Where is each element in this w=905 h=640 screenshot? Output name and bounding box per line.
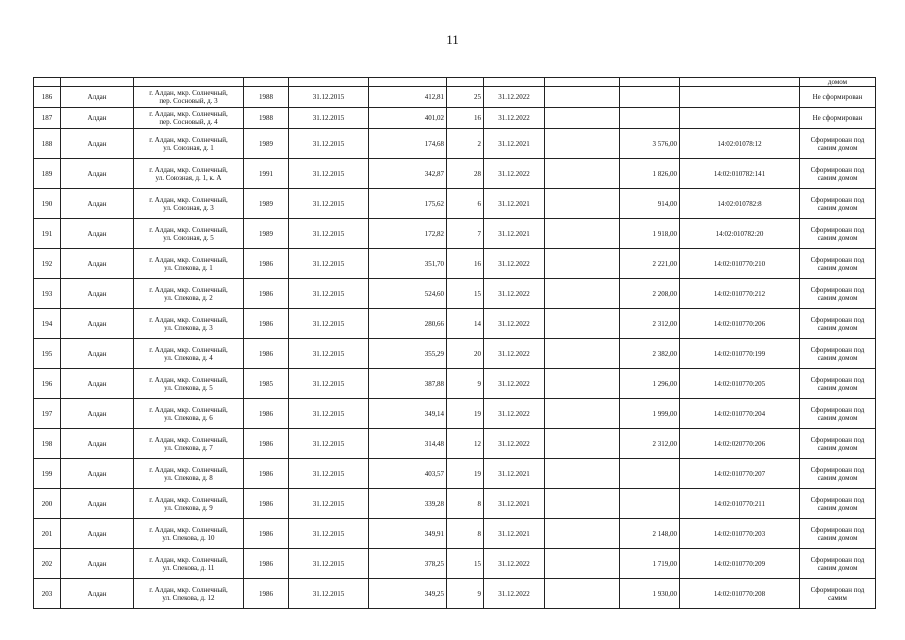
extra-cell bbox=[545, 459, 620, 489]
area-cell: 342,87 bbox=[369, 159, 447, 189]
date-end-cell: 31.12.2022 bbox=[484, 399, 545, 429]
page-number: 11 bbox=[446, 32, 459, 47]
land-area-cell: 1 296,00 bbox=[620, 369, 680, 399]
date-start-cell: 31.12.2015 bbox=[289, 108, 369, 129]
date-end-cell: 31.12.2022 bbox=[484, 549, 545, 579]
year-cell: 1986 bbox=[244, 519, 289, 549]
table-row bbox=[34, 579, 876, 609]
residents-cell: 2 bbox=[447, 129, 484, 159]
table-cell bbox=[484, 78, 545, 87]
residents-cell: 28 bbox=[447, 159, 484, 189]
area-cell: 403,57 bbox=[369, 459, 447, 489]
address-line-2: ул. Союзная, д. 1 bbox=[163, 143, 214, 152]
table-row bbox=[34, 339, 876, 369]
date-end-cell: 31.12.2021 bbox=[484, 189, 545, 219]
city-cell: Алдан bbox=[61, 108, 134, 129]
extra-cell bbox=[545, 87, 620, 108]
residents-cell: 8 bbox=[447, 489, 484, 519]
table-row bbox=[34, 489, 876, 519]
date-start-cell: 31.12.2015 bbox=[289, 339, 369, 369]
address-line-1: г. Алдан, мкр. Солнечный, bbox=[149, 195, 228, 204]
address-cell bbox=[134, 549, 244, 579]
status-cell: домом bbox=[800, 78, 876, 87]
city-cell: Алдан bbox=[61, 429, 134, 459]
table-cell bbox=[369, 78, 447, 87]
cadastral-number-cell bbox=[680, 87, 800, 108]
status-cell: Сформирован под самим домом bbox=[800, 369, 876, 399]
land-area-cell: 2 312,00 bbox=[620, 429, 680, 459]
residents-cell: 9 bbox=[447, 369, 484, 399]
table-row bbox=[34, 399, 876, 429]
area-cell: 349,25 bbox=[369, 579, 447, 609]
date-start-cell: 31.12.2015 bbox=[289, 579, 369, 609]
address-line-2: ул. Спекова, д. 12 bbox=[162, 593, 215, 602]
residents-cell: 20 bbox=[447, 339, 484, 369]
status-cell: Сформирован под самим домом bbox=[800, 519, 876, 549]
status-cell: Не сформирован bbox=[800, 87, 876, 108]
date-start-cell: 31.12.2015 bbox=[289, 399, 369, 429]
cadastral-number-cell: 14:02:010770:211 bbox=[680, 489, 800, 519]
address-cell bbox=[134, 108, 244, 129]
cadastral-number-cell: 14:02:020770:206 bbox=[680, 429, 800, 459]
address-cell bbox=[134, 339, 244, 369]
date-end-cell: 31.12.2022 bbox=[484, 87, 545, 108]
land-area-cell: 1 719,00 bbox=[620, 549, 680, 579]
address-line-2: ул. Спекова, д. 8 bbox=[164, 473, 213, 482]
address-line-1: г. Алдан, мкр. Солнечный, bbox=[149, 585, 228, 594]
address-line-2: пер. Сосновый, д. 3 bbox=[159, 97, 218, 105]
city-cell: Алдан bbox=[61, 189, 134, 219]
table-cell bbox=[134, 78, 244, 87]
land-area-cell: 2 382,00 bbox=[620, 339, 680, 369]
date-start-cell: 31.12.2015 bbox=[289, 159, 369, 189]
row-number-cell: 198 bbox=[34, 429, 61, 459]
area-cell: 349,14 bbox=[369, 399, 447, 429]
row-number-cell: 193 bbox=[34, 279, 61, 309]
row-number-cell: 203 bbox=[34, 579, 61, 609]
address-line-1: г. Алдан, мкр. Солнечный, bbox=[149, 225, 228, 234]
table-row-continuation bbox=[34, 78, 876, 87]
date-start-cell: 31.12.2015 bbox=[289, 459, 369, 489]
area-cell: 355,29 bbox=[369, 339, 447, 369]
residents-cell: 25 bbox=[447, 87, 484, 108]
table-cell bbox=[34, 78, 61, 87]
table-row bbox=[34, 429, 876, 459]
address-line-1: г. Алдан, мкр. Солнечный, bbox=[149, 285, 228, 294]
year-cell: 1989 bbox=[244, 189, 289, 219]
area-cell: 387,88 bbox=[369, 369, 447, 399]
housing-table bbox=[33, 77, 876, 609]
table-cell bbox=[61, 78, 134, 87]
date-end-cell: 31.12.2021 bbox=[484, 219, 545, 249]
row-number-cell: 194 bbox=[34, 309, 61, 339]
address-cell bbox=[134, 309, 244, 339]
extra-cell bbox=[545, 159, 620, 189]
date-start-cell: 31.12.2015 bbox=[289, 279, 369, 309]
year-cell: 1986 bbox=[244, 429, 289, 459]
date-end-cell: 31.12.2022 bbox=[484, 579, 545, 609]
city-cell: Алдан bbox=[61, 399, 134, 429]
city-cell: Алдан bbox=[61, 459, 134, 489]
date-start-cell: 31.12.2015 bbox=[289, 309, 369, 339]
year-cell: 1986 bbox=[244, 579, 289, 609]
table-cell bbox=[680, 78, 800, 87]
land-area-cell: 1 826,00 bbox=[620, 159, 680, 189]
date-start-cell: 31.12.2015 bbox=[289, 189, 369, 219]
extra-cell bbox=[545, 399, 620, 429]
status-cell: Сформирован под самим домом bbox=[800, 249, 876, 279]
row-number-cell: 187 bbox=[34, 108, 61, 129]
row-number-cell: 195 bbox=[34, 339, 61, 369]
residents-cell: 12 bbox=[447, 429, 484, 459]
table-cell bbox=[620, 78, 680, 87]
cadastral-number-cell: 14:02:01078:12 bbox=[680, 129, 800, 159]
row-number-cell: 188 bbox=[34, 129, 61, 159]
residents-cell: 19 bbox=[447, 459, 484, 489]
cadastral-number-cell: 14:02:010770:208 bbox=[680, 579, 800, 609]
date-start-cell: 31.12.2015 bbox=[289, 219, 369, 249]
land-area-cell: 1 918,00 bbox=[620, 219, 680, 249]
cadastral-number-cell: 14:02:010782:141 bbox=[680, 159, 800, 189]
date-start-cell: 31.12.2015 bbox=[289, 489, 369, 519]
status-cell: Сформирован под самим домом bbox=[800, 429, 876, 459]
date-end-cell: 31.12.2021 bbox=[484, 519, 545, 549]
residents-cell: 19 bbox=[447, 399, 484, 429]
address-cell bbox=[134, 159, 244, 189]
city-cell: Алдан bbox=[61, 519, 134, 549]
row-number-cell: 191 bbox=[34, 219, 61, 249]
address-cell bbox=[134, 87, 244, 108]
address-cell bbox=[134, 129, 244, 159]
year-cell: 1986 bbox=[244, 489, 289, 519]
city-cell: Алдан bbox=[61, 159, 134, 189]
extra-cell bbox=[545, 579, 620, 609]
area-cell: 339,28 bbox=[369, 489, 447, 519]
area-cell: 524,60 bbox=[369, 279, 447, 309]
address-line-1: г. Алдан, мкр. Солнечный, bbox=[149, 435, 228, 444]
extra-cell bbox=[545, 429, 620, 459]
area-cell: 349,91 bbox=[369, 519, 447, 549]
table-row bbox=[34, 129, 876, 159]
city-cell: Алдан bbox=[61, 249, 134, 279]
address-line-1: г. Алдан, мкр. Солнечный, bbox=[149, 495, 228, 504]
status-cell: Сформирован под самим домом bbox=[800, 549, 876, 579]
address-line-2: ул. Спекова, д. 5 bbox=[164, 383, 213, 392]
cadastral-number-cell bbox=[680, 108, 800, 129]
cadastral-number-cell: 14:02:010770:204 bbox=[680, 399, 800, 429]
cadastral-number-cell: 14:02:010770:209 bbox=[680, 549, 800, 579]
cadastral-number-cell: 14:02:010770:206 bbox=[680, 309, 800, 339]
table-cell bbox=[289, 78, 369, 87]
address-cell bbox=[134, 219, 244, 249]
row-number-cell: 200 bbox=[34, 489, 61, 519]
address-line-1: г. Алдан, мкр. Солнечный, bbox=[149, 165, 228, 174]
address-cell bbox=[134, 189, 244, 219]
date-end-cell: 31.12.2022 bbox=[484, 249, 545, 279]
address-line-2: ул. Спекова, д. 9 bbox=[164, 503, 213, 512]
address-line-1: г. Алдан, мкр. Солнечный, bbox=[149, 405, 228, 414]
table-row bbox=[34, 189, 876, 219]
table-cell bbox=[244, 78, 289, 87]
extra-cell bbox=[545, 108, 620, 129]
residents-cell: 16 bbox=[447, 249, 484, 279]
address-line-1: г. Алдан, мкр. Солнечный, bbox=[149, 465, 228, 474]
cadastral-number-cell: 14:02:010770:207 bbox=[680, 459, 800, 489]
row-number-cell: 201 bbox=[34, 519, 61, 549]
year-cell: 1988 bbox=[244, 87, 289, 108]
cadastral-number-cell: 14:02:010770:199 bbox=[680, 339, 800, 369]
table-row bbox=[34, 108, 876, 129]
status-cell: Не сформирован bbox=[800, 108, 876, 129]
row-number-cell: 189 bbox=[34, 159, 61, 189]
city-cell: Алдан bbox=[61, 219, 134, 249]
address-cell bbox=[134, 459, 244, 489]
area-cell: 412,81 bbox=[369, 87, 447, 108]
status-cell: Сформирован под самим домом bbox=[800, 159, 876, 189]
cadastral-number-cell: 14:02:010782:20 bbox=[680, 219, 800, 249]
residents-cell: 8 bbox=[447, 519, 484, 549]
status-cell: Сформирован под самим домом bbox=[800, 279, 876, 309]
table-row bbox=[34, 369, 876, 399]
city-cell: Алдан bbox=[61, 369, 134, 399]
address-line-1: г. Алдан, мкр. Солнечный, bbox=[149, 315, 228, 324]
date-end-cell: 31.12.2021 bbox=[484, 459, 545, 489]
date-end-cell: 31.12.2021 bbox=[484, 489, 545, 519]
row-number-cell: 196 bbox=[34, 369, 61, 399]
year-cell: 1989 bbox=[244, 129, 289, 159]
area-cell: 351,70 bbox=[369, 249, 447, 279]
city-cell: Алдан bbox=[61, 489, 134, 519]
year-cell: 1986 bbox=[244, 309, 289, 339]
residents-cell: 15 bbox=[447, 549, 484, 579]
status-cell: Сформирован под самим bbox=[800, 579, 876, 609]
area-cell: 314,48 bbox=[369, 429, 447, 459]
address-line-2: ул. Спекова, д. 3 bbox=[164, 323, 213, 332]
date-start-cell: 31.12.2015 bbox=[289, 519, 369, 549]
extra-cell bbox=[545, 309, 620, 339]
address-cell bbox=[134, 489, 244, 519]
cadastral-number-cell: 14:02:010770:210 bbox=[680, 249, 800, 279]
status-cell: Сформирован под самим домом bbox=[800, 459, 876, 489]
table-row bbox=[34, 159, 876, 189]
row-number-cell: 202 bbox=[34, 549, 61, 579]
land-area-cell: 2 221,00 bbox=[620, 249, 680, 279]
extra-cell bbox=[545, 549, 620, 579]
address-line-1: г. Алдан, мкр. Солнечный, bbox=[149, 89, 228, 97]
address-cell bbox=[134, 579, 244, 609]
row-number-cell: 197 bbox=[34, 399, 61, 429]
address-line-1: г. Алдан, мкр. Солнечный, bbox=[149, 135, 228, 144]
cadastral-number-cell: 14:02:010782:8 bbox=[680, 189, 800, 219]
address-line-2: ул. Союзная, д. 1, к. А bbox=[155, 173, 222, 182]
city-cell: Алдан bbox=[61, 579, 134, 609]
date-end-cell: 31.12.2022 bbox=[484, 108, 545, 129]
residents-cell: 7 bbox=[447, 219, 484, 249]
year-cell: 1985 bbox=[244, 369, 289, 399]
extra-cell bbox=[545, 279, 620, 309]
land-area-cell: 2 208,00 bbox=[620, 279, 680, 309]
area-cell: 378,25 bbox=[369, 549, 447, 579]
city-cell: Алдан bbox=[61, 279, 134, 309]
table-row bbox=[34, 519, 876, 549]
residents-cell: 14 bbox=[447, 309, 484, 339]
address-cell bbox=[134, 399, 244, 429]
row-number-cell: 192 bbox=[34, 249, 61, 279]
date-start-cell: 31.12.2015 bbox=[289, 87, 369, 108]
date-end-cell: 31.12.2022 bbox=[484, 339, 545, 369]
address-cell bbox=[134, 279, 244, 309]
date-end-cell: 31.12.2021 bbox=[484, 129, 545, 159]
status-cell: Сформирован под самим домом bbox=[800, 339, 876, 369]
address-line-2: ул. Спекова, д. 11 bbox=[162, 563, 215, 572]
date-end-cell: 31.12.2022 bbox=[484, 369, 545, 399]
land-area-cell: 2 148,00 bbox=[620, 519, 680, 549]
extra-cell bbox=[545, 369, 620, 399]
row-number-cell: 199 bbox=[34, 459, 61, 489]
date-start-cell: 31.12.2015 bbox=[289, 369, 369, 399]
address-cell bbox=[134, 369, 244, 399]
residents-cell: 15 bbox=[447, 279, 484, 309]
year-cell: 1986 bbox=[244, 279, 289, 309]
year-cell: 1991 bbox=[244, 159, 289, 189]
date-end-cell: 31.12.2022 bbox=[484, 279, 545, 309]
area-cell: 175,62 bbox=[369, 189, 447, 219]
address-cell bbox=[134, 519, 244, 549]
land-area-cell bbox=[620, 108, 680, 129]
land-area-cell bbox=[620, 87, 680, 108]
table-row bbox=[34, 549, 876, 579]
address-line-2: ул. Спекова, д. 7 bbox=[164, 443, 213, 452]
cadastral-number-cell: 14:02:010770:205 bbox=[680, 369, 800, 399]
residents-cell: 9 bbox=[447, 579, 484, 609]
city-cell: Алдан bbox=[61, 87, 134, 108]
extra-cell bbox=[545, 339, 620, 369]
year-cell: 1986 bbox=[244, 549, 289, 579]
status-cell: Сформирован под самим домом bbox=[800, 399, 876, 429]
date-end-cell: 31.12.2022 bbox=[484, 429, 545, 459]
date-end-cell: 31.12.2022 bbox=[484, 159, 545, 189]
area-cell: 172,82 bbox=[369, 219, 447, 249]
extra-cell bbox=[545, 489, 620, 519]
address-line-2: ул. Спекова, д. 2 bbox=[164, 293, 213, 302]
cadastral-number-cell: 14:02:010770:203 bbox=[680, 519, 800, 549]
area-cell: 280,66 bbox=[369, 309, 447, 339]
table-row bbox=[34, 249, 876, 279]
table-row bbox=[34, 219, 876, 249]
table-row bbox=[34, 279, 876, 309]
table-row bbox=[34, 309, 876, 339]
area-cell: 174,68 bbox=[369, 129, 447, 159]
status-cell: Сформирован под самим домом bbox=[800, 189, 876, 219]
address-line-2: пер. Сосновый, д. 4 bbox=[159, 118, 218, 126]
row-number-cell: 190 bbox=[34, 189, 61, 219]
land-area-cell: 3 576,00 bbox=[620, 129, 680, 159]
city-cell: Алдан bbox=[61, 309, 134, 339]
extra-cell bbox=[545, 189, 620, 219]
year-cell: 1986 bbox=[244, 249, 289, 279]
year-cell: 1989 bbox=[244, 219, 289, 249]
land-area-cell: 1 930,00 bbox=[620, 579, 680, 609]
year-cell: 1988 bbox=[244, 108, 289, 129]
address-cell bbox=[134, 429, 244, 459]
address-line-2: ул. Союзная, д. 5 bbox=[163, 233, 214, 242]
row-number-cell: 186 bbox=[34, 87, 61, 108]
land-area-cell bbox=[620, 459, 680, 489]
year-cell: 1986 bbox=[244, 399, 289, 429]
date-start-cell: 31.12.2015 bbox=[289, 549, 369, 579]
land-area-cell bbox=[620, 489, 680, 519]
city-cell: Алдан bbox=[61, 129, 134, 159]
address-line-1: г. Алдан, мкр. Солнечный, bbox=[149, 255, 228, 264]
status-cell: Сформирован под самим домом bbox=[800, 129, 876, 159]
address-line-2: ул. Спекова, д. 1 bbox=[164, 263, 213, 272]
address-line-1: г. Алдан, мкр. Солнечный, bbox=[149, 555, 228, 564]
land-area-cell: 2 312,00 bbox=[620, 309, 680, 339]
address-line-2: ул. Спекова, д. 10 bbox=[162, 533, 215, 542]
table-cell bbox=[447, 78, 484, 87]
address-line-1: г. Алдан, мкр. Солнечный, bbox=[149, 375, 228, 384]
residents-cell: 6 bbox=[447, 189, 484, 219]
extra-cell bbox=[545, 219, 620, 249]
address-line-1: г. Алдан, мкр. Солнечный, bbox=[149, 345, 228, 354]
extra-cell bbox=[545, 129, 620, 159]
date-start-cell: 31.12.2015 bbox=[289, 429, 369, 459]
address-line-2: ул. Спекова, д. 4 bbox=[164, 353, 213, 362]
land-area-cell: 914,00 bbox=[620, 189, 680, 219]
cadastral-number-cell: 14:02:010770:212 bbox=[680, 279, 800, 309]
extra-cell bbox=[545, 249, 620, 279]
city-cell: Алдан bbox=[61, 339, 134, 369]
address-line-2: ул. Спекова, д. 6 bbox=[164, 413, 213, 422]
status-cell: Сформирован под самим домом bbox=[800, 219, 876, 249]
table-body bbox=[34, 78, 876, 609]
date-start-cell: 31.12.2015 bbox=[289, 129, 369, 159]
address-cell bbox=[134, 249, 244, 279]
address-line-2: ул. Союзная, д. 3 bbox=[163, 203, 214, 212]
year-cell: 1986 bbox=[244, 339, 289, 369]
address-line-1: г. Алдан, мкр. Солнечный, bbox=[149, 525, 228, 534]
table-cell bbox=[545, 78, 620, 87]
year-cell: 1986 bbox=[244, 459, 289, 489]
table-row bbox=[34, 459, 876, 489]
date-start-cell: 31.12.2015 bbox=[289, 249, 369, 279]
date-end-cell: 31.12.2022 bbox=[484, 309, 545, 339]
status-cell: Сформирован под самим домом bbox=[800, 489, 876, 519]
address-line-1: г. Алдан, мкр. Солнечный, bbox=[149, 110, 228, 118]
status-cell: Сформирован под самим домом bbox=[800, 309, 876, 339]
city-cell: Алдан bbox=[61, 549, 134, 579]
table-row bbox=[34, 87, 876, 108]
land-area-cell: 1 999,00 bbox=[620, 399, 680, 429]
residents-cell: 16 bbox=[447, 108, 484, 129]
extra-cell bbox=[545, 519, 620, 549]
area-cell: 401,02 bbox=[369, 108, 447, 129]
